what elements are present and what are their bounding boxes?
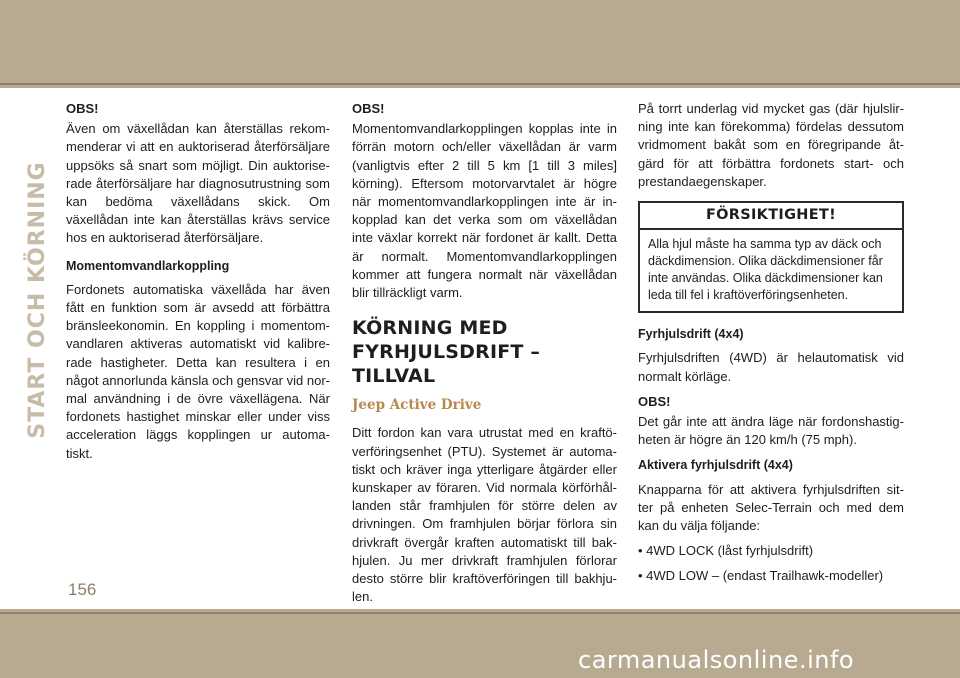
heading-fyrhjulsdrift: Fyrhjulsdrift (4x4) [638,327,744,342]
heading-momentomvandlarkoppling: Momentomvandlarkoppling [66,258,230,273]
note-label: OBS! [66,101,99,116]
subheading-jeep-active-drive: Jeep Active Drive [352,397,482,414]
watermark-text: carmanualsonline.info [578,646,855,674]
page-number: 156 [68,580,97,599]
paragraph: Knapparna för att aktivera fyrhjulsdriften sit-ter på enheten Selec-Terrain och med dem kan du välja följande: [638,481,904,534]
warning-title: FÖRSIKTIGHET! [640,203,902,230]
section-title [352,316,617,388]
paragraph: På torrt underlag vid mycket gas (där hjulslir-ning inte kan förekomma) fördelas dessutom vridmoment bakåt som en föregripande åt-gärd för att förbättra fordonets start- och prestandaegenskaper. [638,101,904,189]
bottom-band-rule [0,612,960,614]
top-band-rule [0,83,960,85]
warning-box [638,201,904,313]
section-title-line-1: KÖRNING MED [352,317,508,340]
top-band [0,0,960,88]
paragraph: Ditt fordon kan vara utrustat med en kraftö-verföringsenhet (PTU). Systemet är automa-tiskt och kräver inga ytterligare åtgärder eller kunskaper av föraren. Vid normala körförhål-landen står framhjulen för större delen av drivningen. Om framhjulen börjar förlora sin drivkraft övergår kraften automatiskt till bak-hjulen. Ju mer drivkraft framhjulen förlorar desto större blir kraftöverföringen till bakhju-len. [352,425,617,605]
note-text: Även om växellådan kan återställas rekom-menderar vi att en auktoriserad återförsäljare uppsöks så snart som möjligt. Din auktorise-rade återförsäljare har diagnosutrustning som kan bedöma växellådans skick. Om växellådan inte kan återställas krävs service hos en auktoriserad återförsäljare. [66,121,330,246]
note-text: Momentomvandlarkopplingen kopplas inte in förrän motorn och/eller växellådan är varm (vanligtvis efter 2 till 5 km [1 till 3 miles] körning). Eftersom motorvarvtalet är högre när momentomvandlarkopplingen inte är in-kopplad kan det verka som om växellådan inte växlar korrekt när fordonet är kallt. Detta är normalt. Momentomvandlarkopplingen kommer att fungera normalt när växellådan blir tillräckligt varm. [352,121,617,301]
heading-aktivera-fyrhjulsdrift: Aktivera fyrhjulsdrift (4x4) [638,458,793,473]
paragraph: Fordonets automatiska växellåda har även fått en funktion som är avsedd att förbättra bränsleekonomin. En koppling i momentom-vandlaren aktiveras automatiskt vid kalibre-rade hastigheter. Detta kan resultera i en något annorlunda känsla och gensvar vid nor-mal användning i de övre växellägena. När fordonets hastighet minskar eller under viss acceleration läggs kopplingen ur automa-tiskt. [66,281,330,461]
column-2 [352,100,617,613]
section-title-line-2: FYRHJULSDRIFT – TILLVAL [352,341,541,388]
note-text: Det går inte att ändra läge när fordonshastig-heten är högre än 120 km/h (75 mph). [638,414,904,448]
note-label: OBS! [352,101,385,116]
chapter-side-tab-label: START OCH KÖRNING [25,161,50,439]
list-item: • 4WD LOW – (endast Trailhawk-modeller) [638,568,884,584]
column-3 [638,100,904,593]
list-item: • 4WD LOCK (låst fyrhjulsdrift) [638,543,814,559]
column-1 [66,100,330,470]
warning-text: Alla hjul måste ha samma typ av däck och däckdimension. Olika däckdimensioner får inte användas. Olika däckdimensioner kan leda till fel i kraftöverföringsenheten. [648,237,883,303]
paragraph: Fyrhjulsdriften (4WD) är helautomatisk vid normalt körläge. [638,350,904,384]
note-label: OBS! [638,393,671,409]
